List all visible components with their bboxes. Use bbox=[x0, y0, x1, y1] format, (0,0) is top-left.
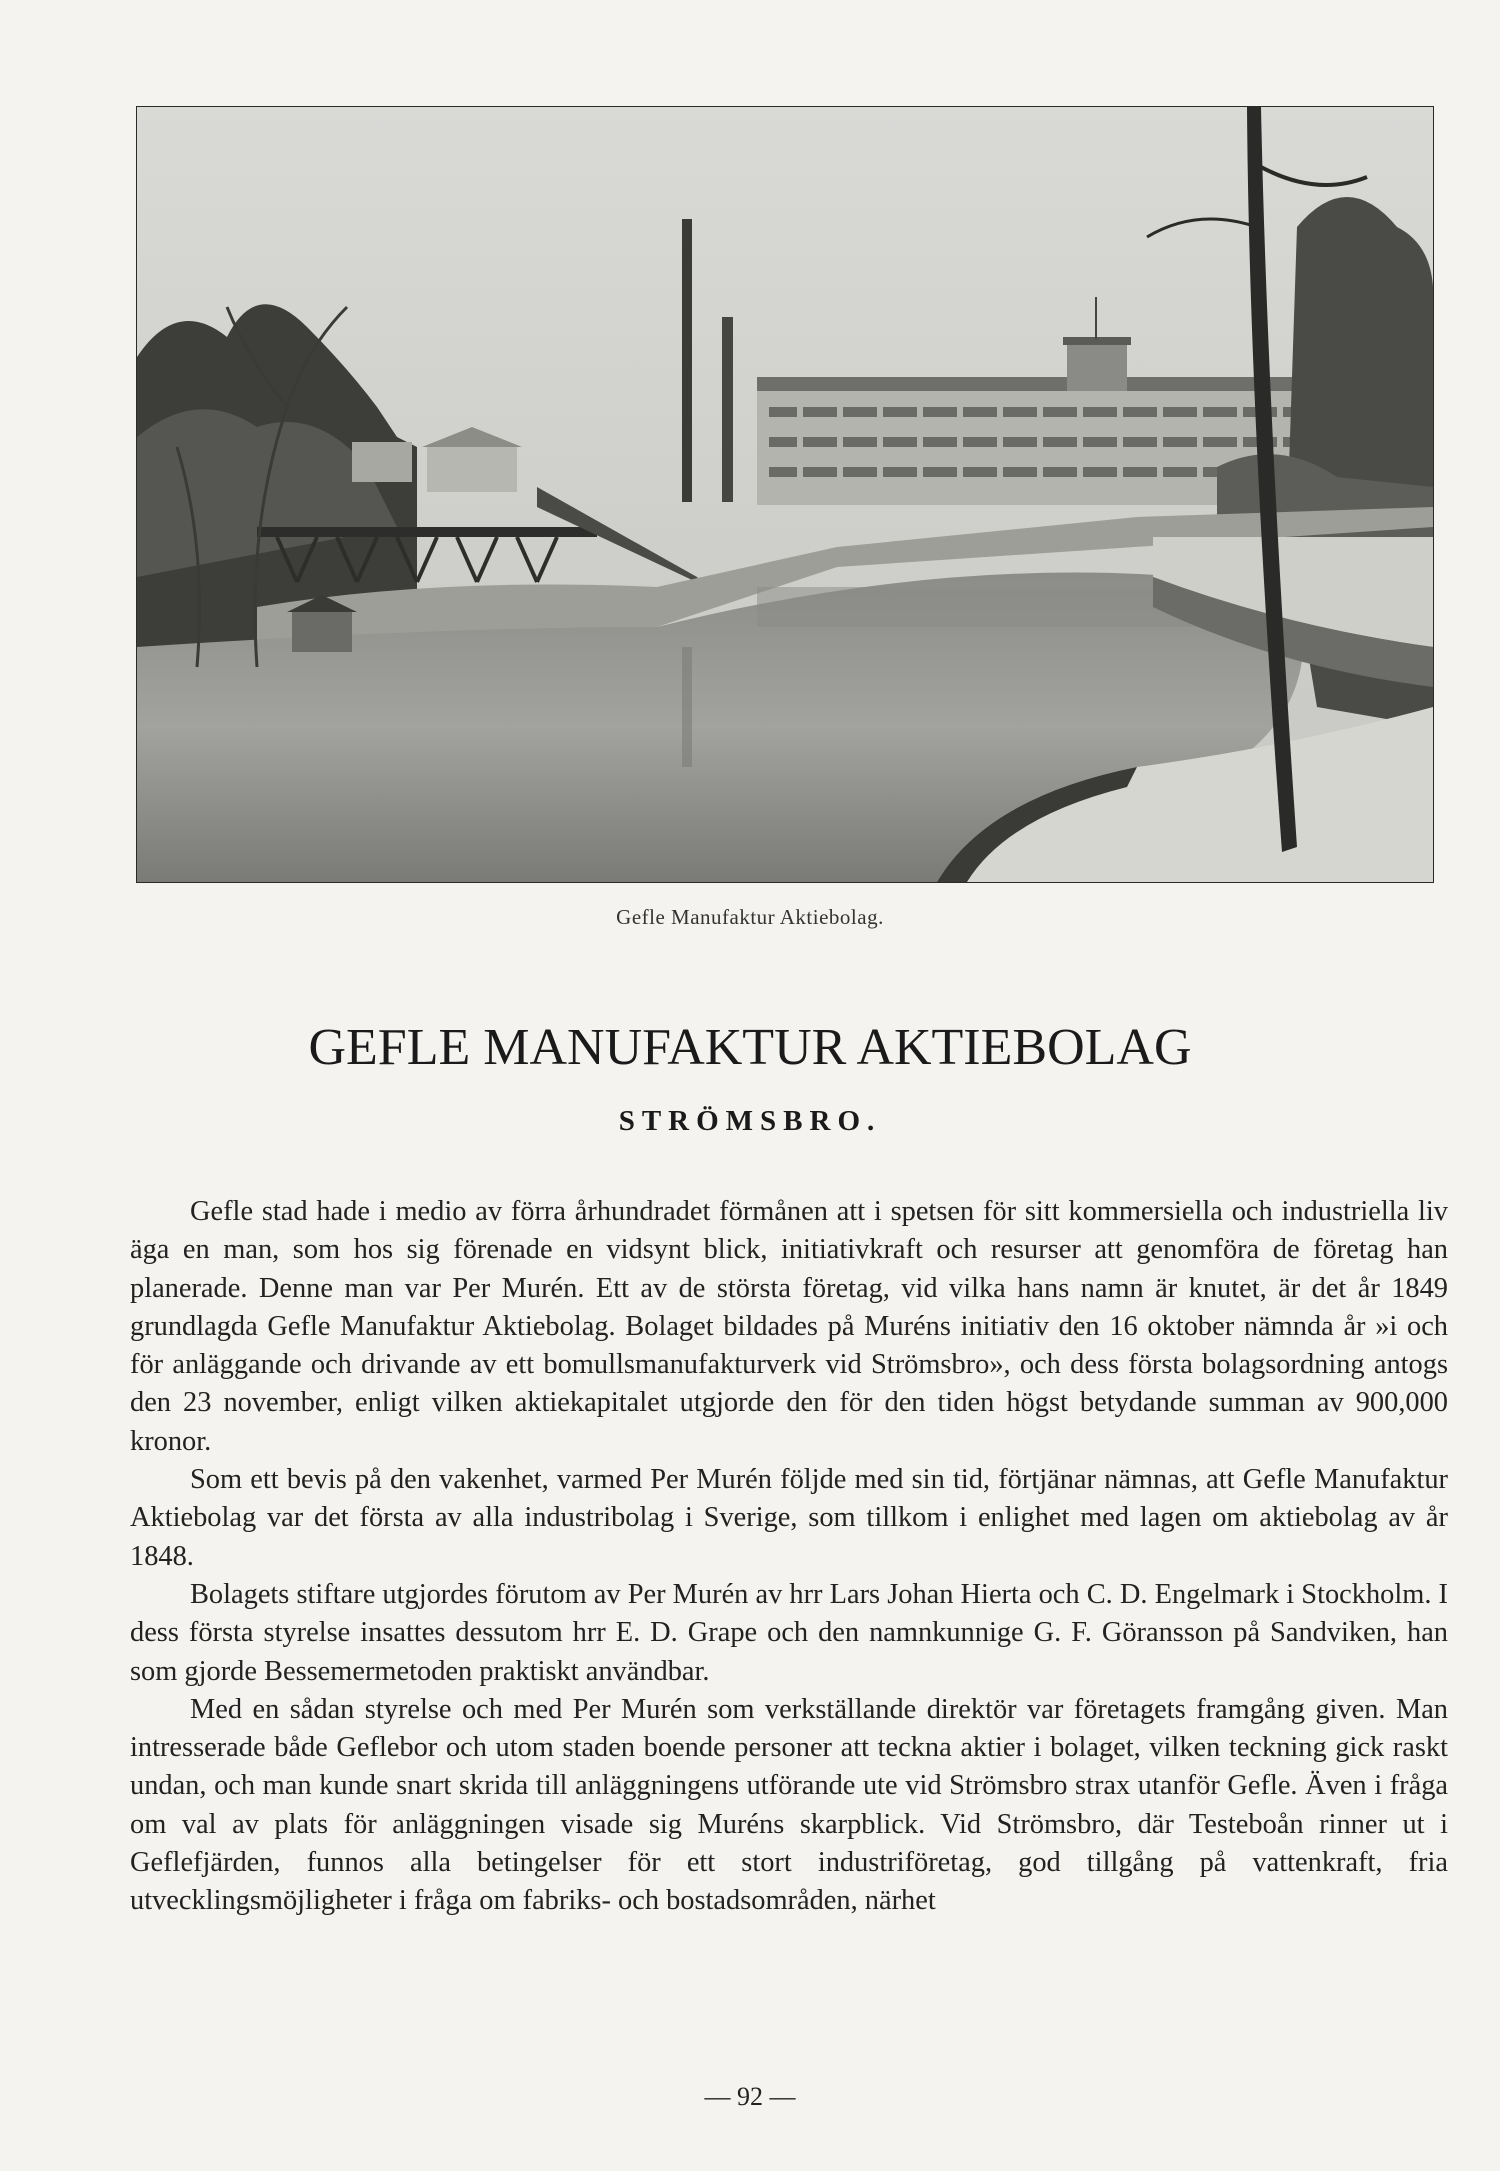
paragraph-4: Med en sådan styrelse och med Per Murén som verkställande direktör var företagets framgång given. Man intresserade både Geflebor och utom staden boende personer att teckna aktier i bolaget, vilken teckning gick raskt undan, och man kunde snart skrida till anläggningens utförande ute vid Strömsbro strax utanför Gefle. Även i fråga om val av plats för anläggningen visade sig Muréns skarpblick. Vid Strömsbro, där Testeboån rinner ut i Geflefjärden, funnos alla betingelser för ett stort industriföretag, god tillgång på vattenkraft, fria utvecklingsmöjligheter i fråga om fabriks- och bostadsområden, närhet bbox=[130, 1693, 1448, 1917]
page-number: — 92 — bbox=[704, 2082, 796, 2111]
article-subtitle: STRÖMSBRO. bbox=[618, 1105, 882, 1137]
article-title: GEFLE MANUFAKTUR AKTIEBOLAG bbox=[308, 1019, 1192, 1076]
article-body bbox=[130, 1193, 1448, 1921]
paragraph-1: Gefle stad hade i medio av förra århundradet förmånen att i spetsen för sitt kommersiella och industriella liv äga en man, som hos sig förenade en vidsynt blick, initiativkraft och resurser att genomföra de företag han planerade. Denne man var Per Murén. Ett av de största företag, vid vilka hans namn är knutet, är det år 1849 grundlagda Gefle Manufaktur Aktiebolag. Bolaget bildades på Muréns initiativ den 16 oktober nämnda år »i och för anläggande och drivande av ett bomullsmanufakturverk vid Strömsbro», och dess första bolagsordning antogs den 23 november, enligt vilken aktiekapitalet utgjorde den för den tiden högst betydande summan av 900,000 kronor. bbox=[130, 1196, 1448, 1457]
photo-caption: Gefle Manufaktur Aktiebolag. bbox=[616, 905, 884, 929]
paragraph-3: Bolagets stiftare utgjordes förutom av Per Murén av hrr Lars Johan Hierta och C. D. Engelmark i Stockholm. I dess första styrelse insattes dessutom hrr E. D. Grape och den namnkunnige G. F. Göransson på Sandviken, han som gjorde Bessemermetoden praktiskt användbar. bbox=[130, 1578, 1448, 1687]
paragraph-2: Som ett bevis på den vakenhet, varmed Per Murén följde med sin tid, förtjänar nämnas, att Gefle Manufaktur Aktiebolag var det första av alla industribolag i Sverige, som tillkom i enlighet med lagen om aktiebolag av år 1848. bbox=[130, 1464, 1448, 1572]
factory-photograph-illustration bbox=[137, 107, 1433, 882]
factory-photograph bbox=[136, 106, 1434, 883]
